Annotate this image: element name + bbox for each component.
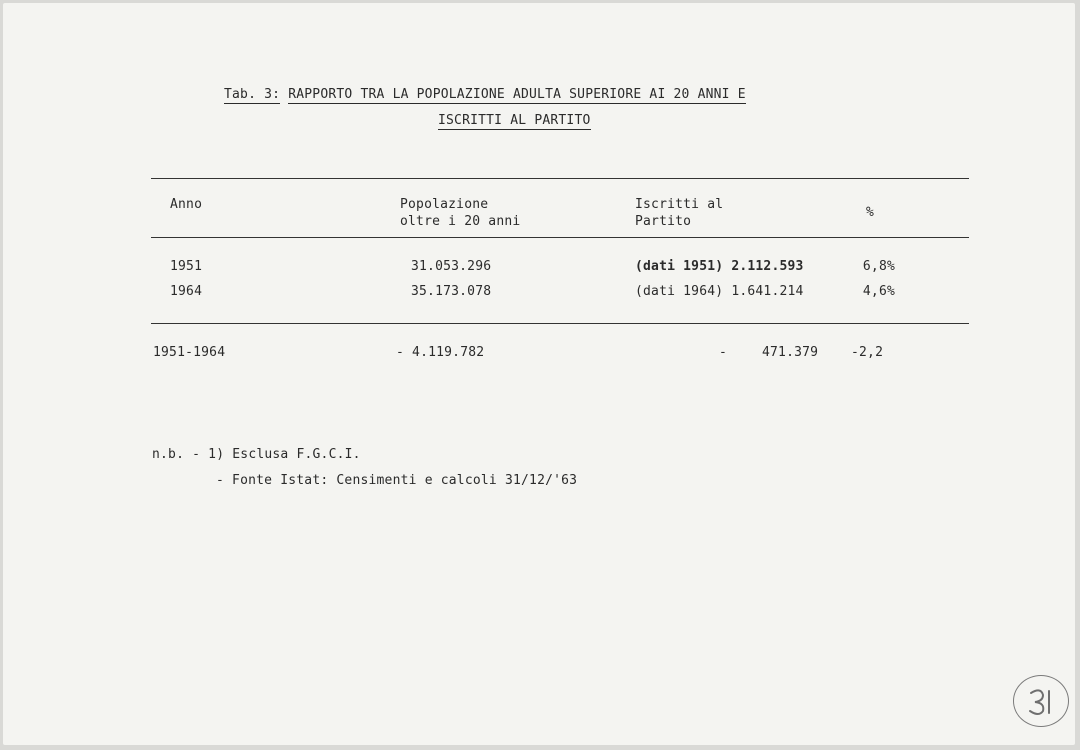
row-1964-popolazione: 35.173.078 bbox=[411, 284, 492, 299]
row-1964-iscritti: (dati 1964) 1.641.214 bbox=[635, 284, 804, 299]
row-1964-anno: 1964 bbox=[170, 284, 203, 299]
row-1964-percent: 4,6% bbox=[862, 284, 895, 299]
table-header-rule bbox=[151, 237, 969, 238]
document-page bbox=[3, 3, 1075, 745]
diff-iscritti: 471.379 bbox=[762, 345, 819, 360]
table-number: Tab. 3: bbox=[224, 87, 281, 102]
row-1951-iscritti: (dati 1951) 2.112.593 bbox=[635, 259, 804, 274]
diff-iscritti-dash: - bbox=[719, 345, 728, 360]
diff-anno: 1951-1964 bbox=[153, 345, 226, 360]
handwritten-page-number-icon bbox=[1021, 681, 1061, 721]
note-2: - Fonte Istat: Censimenti e calcoli 31/12/'63 bbox=[216, 473, 578, 488]
table-title-line2 bbox=[438, 113, 591, 128]
diff-percent: -2,2 bbox=[851, 345, 884, 360]
table-title-text: RAPPORTO TRA LA POPOLAZIONE ADULTA SUPERIORE AI 20 ANNI E bbox=[288, 87, 746, 102]
page-stamp bbox=[1013, 675, 1069, 727]
header-iscritti-1: Iscritti al bbox=[635, 197, 724, 212]
header-anno: Anno bbox=[170, 197, 203, 212]
table-bottom-rule bbox=[151, 323, 969, 324]
table-top-rule bbox=[151, 178, 969, 179]
header-percent: % bbox=[866, 205, 875, 220]
header-iscritti-2: Partito bbox=[635, 214, 692, 229]
header-popolazione-2: oltre i 20 anni bbox=[400, 214, 521, 229]
row-1951-popolazione: 31.053.296 bbox=[411, 259, 492, 274]
diff-popolazione: - 4.119.782 bbox=[396, 345, 485, 360]
row-1951-percent: 6,8% bbox=[862, 259, 895, 274]
note-1: n.b. - 1) Esclusa F.G.C.I. bbox=[152, 447, 361, 462]
row-1951-anno: 1951 bbox=[170, 259, 203, 274]
table-title-line1 bbox=[224, 87, 746, 102]
header-popolazione-1: Popolazione bbox=[400, 197, 489, 212]
table-title-text-2: ISCRITTI AL PARTITO bbox=[438, 113, 591, 128]
